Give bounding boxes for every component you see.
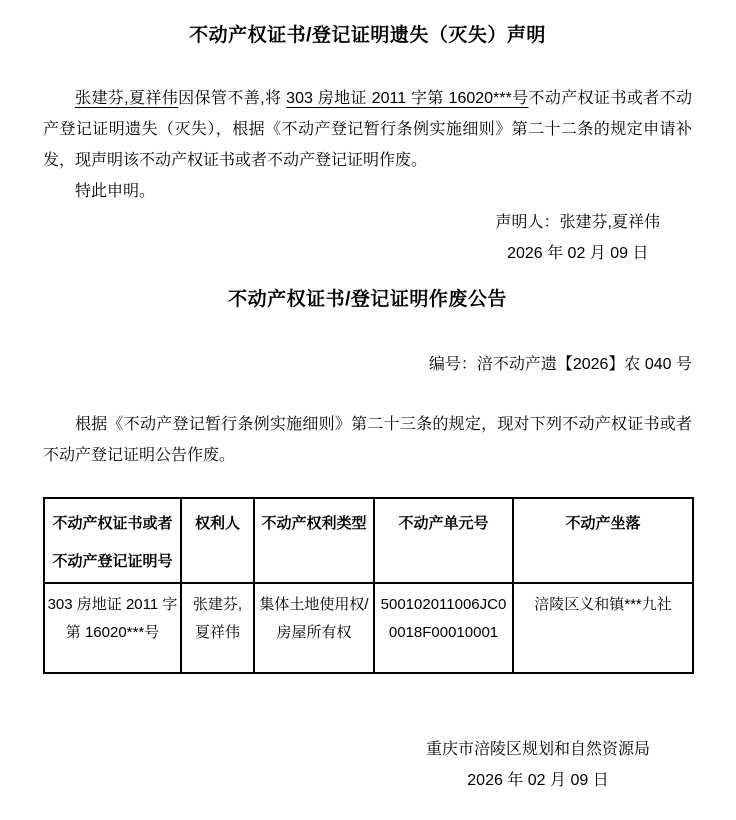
- notice-paragraph: 根据《不动产登记暂行条例实施细则》第二十三条的规定，现对下列不动产权证书或者不动产登记证明公告作废。: [43, 416, 692, 464]
- cert-number-line2: 第 16020***号: [65, 624, 160, 641]
- statement-date: 2026 年 02 月 09 日: [507, 245, 649, 262]
- cell-cert-number: [44, 583, 181, 673]
- cell-location: [513, 583, 693, 673]
- unit-number-line2: 0018F00010001: [388, 624, 499, 641]
- cell-rights-holder: [181, 583, 254, 673]
- header-right-type: [254, 498, 374, 583]
- table-header-row: [44, 498, 693, 583]
- header-rights-holder: [181, 498, 254, 583]
- cancellation-table: [43, 497, 694, 674]
- certificate-number-underlined: 303 房地证 2011 字第 16020***号: [286, 90, 529, 107]
- statement-text-2: 不动产权证书或者不动产登记证明遗失（灭失），根据《不动产登记暂行条例实施细则》第二十二条的规定申请补发，现声明该不动产权证书或者不动产登记证明作废。: [43, 90, 692, 169]
- issuer-name: 重庆市涪陵区规划和自然资源局: [425, 741, 650, 758]
- statement-text-1: 因保管不善,将: [178, 90, 287, 107]
- declarant-block: [496, 207, 660, 269]
- declarant-line: 声明人：张建芬,夏祥伟: [495, 214, 660, 231]
- notice-title: 不动产权证书/登记证明作废公告: [228, 289, 507, 310]
- statement-title: 不动产权证书/登记证明遗失（灭失）声明: [189, 25, 546, 46]
- header-unit-number-label: 不动产单元号: [398, 515, 489, 532]
- right-type-line2: 房屋所有权: [276, 624, 352, 641]
- header-location-label: 不动产坐落: [565, 515, 641, 532]
- rights-holder-line2: 夏祥伟: [194, 624, 240, 641]
- header-rights-holder-label: 权利人: [194, 515, 240, 532]
- table-row: [44, 583, 693, 673]
- header-unit-number: [374, 498, 513, 583]
- statement-closing: 特此申明。: [75, 183, 156, 200]
- unit-number-line1: 500102011006JC0: [380, 596, 507, 613]
- header-cert-number-line2: 不动产登记证明号: [52, 553, 173, 570]
- cell-right-type: [254, 583, 374, 673]
- rights-holder-line1: 张建芬,: [192, 596, 243, 613]
- issue-date: 2026 年 02 月 09 日: [467, 772, 609, 789]
- issuer-block: [426, 734, 650, 796]
- notice-doc-number: 编号：涪不动产遗【2026】农 040 号: [428, 356, 692, 373]
- cell-unit-number: [374, 583, 513, 673]
- cert-number-line1: 303 房地证 2011 字: [47, 596, 178, 613]
- location-line1: 涪陵区义和镇***九社: [534, 596, 672, 613]
- header-location: [513, 498, 693, 583]
- declarant-names-underlined: 张建芬,夏祥伟: [75, 90, 179, 107]
- statement-paragraph: [43, 83, 692, 176]
- header-cert-number: [44, 498, 181, 583]
- right-type-line1: 集体土地使用权/: [259, 596, 369, 613]
- header-right-type-label: 不动产权利类型: [261, 515, 367, 532]
- header-cert-number-line1: 不动产权证书或者: [52, 515, 173, 532]
